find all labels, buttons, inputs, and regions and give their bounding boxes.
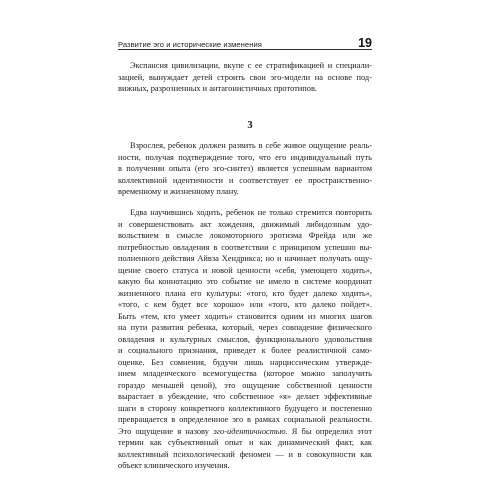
paragraph-3-line: полненного действия Айвза Хендрикса; но и начинает получать ощу-	[118, 254, 372, 263]
paragraph-2-line: коллективной идентичности и соответствует ее пространственно-	[118, 175, 372, 185]
paragraph-3-line: нием младенческого всемогущества (которое можно заполучить	[118, 369, 372, 378]
paragraph-3-line: жизненного плана его культуры: «того, кто будет далеко ходить»,	[118, 288, 372, 298]
paragraph-2-line: Взрослея, ребенок должен развить в себе живое ощущение реаль-	[130, 141, 372, 150]
page-number: 19	[358, 36, 372, 50]
running-head	[118, 36, 372, 50]
paragraph-3-line: вольствием в смысле локомоторного эротизма Фрейда или же	[118, 231, 372, 240]
section-number: 3	[247, 120, 253, 131]
paragraph-3-line: вырастает в убеждение, что собственное «я» делает эффективные	[118, 392, 372, 401]
paragraph-2-line: ности, получая подтверждение того, что его индивидуальный путь	[118, 152, 372, 162]
running-title: Развитие эго и исторические изменения	[118, 40, 262, 49]
paragraph-3-line: оценке. Без сомнения, будучи лишь нарциссическим утвержде-	[118, 357, 372, 367]
paragraph-3-line: объект клинического изучения.	[118, 461, 230, 470]
paragraph-1-line: зацией, вынуждает детей строить свои эго-модели на основе под-	[118, 72, 372, 82]
paragraph-1-line: вижных, разрозненных и антагонистичных прототипов.	[118, 84, 317, 93]
paragraph-3-line: на пути развития ребенка, который, через совпадение физического	[118, 323, 372, 332]
paragraph-3-line: «того, с кем будет все хорошо» или «того, кто далеко пойдет».	[118, 300, 372, 309]
paragraph-3-line: термин как субъективный опыт и как динамический факт, как	[118, 438, 372, 447]
paragraph-3-line: шаги в сторону конкретного коллективного будущего и постепенно	[118, 403, 372, 413]
paragraph-3-line: Едва научившись ходить, ребенок не только стремится повторить	[130, 208, 372, 217]
paragraph-3-line: и социального признания, приведет к более реалистичной само-	[118, 346, 372, 355]
paragraph-3-line: и совершенствовать акт хождения, движимый либидозным удо-	[118, 219, 372, 229]
paragraph-1-line: Экспансия цивилизации, вкупе с ее стратификацией и специали-	[130, 61, 372, 70]
paragraph-3-line: щение своего статуса и новой ценности «себя, умеющего ходить»,	[118, 265, 372, 275]
paragraph-3-line: коллективный психологический феномен — и в совокупности как	[118, 449, 372, 459]
paragraph-3-line: превращается в определенное эго в рамках социальной реальности.	[118, 415, 372, 424]
paragraph-3-line: Это ощущение я назову эго-идентичностью. Я бы определил этот	[118, 426, 373, 436]
paragraph-3-line: овладения и культурных смыслов, функционального удовольствия	[118, 334, 372, 344]
paragraph-3-line: гораздо меньшей ценой), это ощущение собственной ценности	[118, 380, 372, 390]
paragraph-3-line: потребностью овладения в соответствии с принципом успешно вы-	[118, 242, 372, 252]
paragraph-3-line: Быть «тем, кто умеет ходить» становится одним из многих шагов	[118, 311, 372, 321]
paragraph-2-line: в получении опыта (его эго-синтез) является успешным вариантом	[118, 164, 372, 173]
header-rule	[118, 49, 372, 50]
paragraph-3-line: какую бы коннотацию это событие не имело в системе координат	[118, 277, 372, 286]
paragraph-2-line: временному и жизненному плану.	[118, 187, 239, 196]
